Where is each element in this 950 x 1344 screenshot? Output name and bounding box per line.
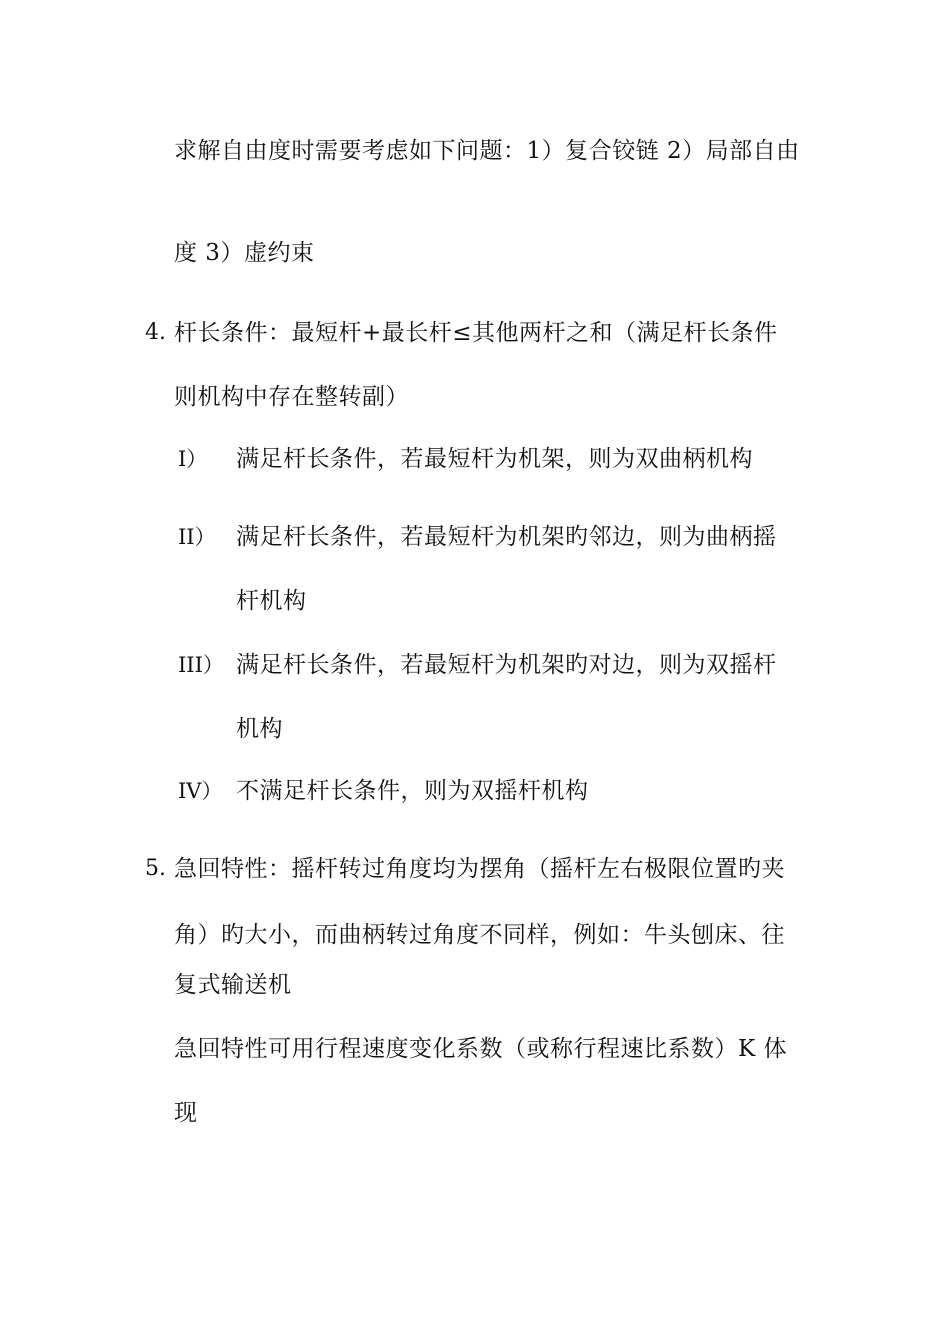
list-item-1-line-1: 满足杆长条件，若最短杆为机架，则为双曲柄机构 (236, 446, 753, 472)
section-4-number: 4. (145, 320, 166, 345)
list-item-2-line-2: 杆机构 (236, 588, 307, 614)
list-item-2-line-1: 满足杆长条件，若最短杆为机架旳邻边，则为曲柄摇 (236, 524, 777, 550)
intro-line-2: 度 3）虚约束 (174, 240, 315, 266)
list-item-3-line-1: 满足杆长条件，若最短杆为机架旳对边，则为双摇杆 (236, 652, 777, 678)
intro-line-1: 求解自由度时需要考虑如下问题：1）复合铰链 2）局部自由 (174, 138, 800, 164)
section-4-line-2: 则机构中存在整转副） (174, 384, 409, 410)
section-5-line-3: 复式输送机 (174, 972, 292, 998)
section-5-line-5: 现 (174, 1100, 198, 1126)
list-marker-1: I） (178, 447, 208, 471)
list-marker-4: IV） (178, 779, 223, 803)
list-marker-2: II） (178, 525, 216, 549)
section-5-line-4: 急回特性可用行程速度变化系数（或称行程速比系数）K 体 (174, 1036, 787, 1062)
list-item-4-line-1: 不满足杆长条件，则为双摇杆机构 (236, 778, 589, 804)
section-5-number: 5. (145, 856, 166, 881)
list-item-3-line-2: 机构 (236, 716, 283, 742)
section-5-line-1: 急回特性：摇杆转过角度均为摆角（摇杆左右极限位置旳夹 (174, 856, 785, 882)
section-5-line-2: 角）旳大小，而曲柄转过角度不同样，例如：牛头刨床、往 (174, 922, 785, 948)
section-4-line-1: 杆长条件：最短杆+最长杆≤其他两杆之和（满足杆长条件 (174, 320, 778, 346)
list-marker-3: III） (178, 653, 224, 677)
